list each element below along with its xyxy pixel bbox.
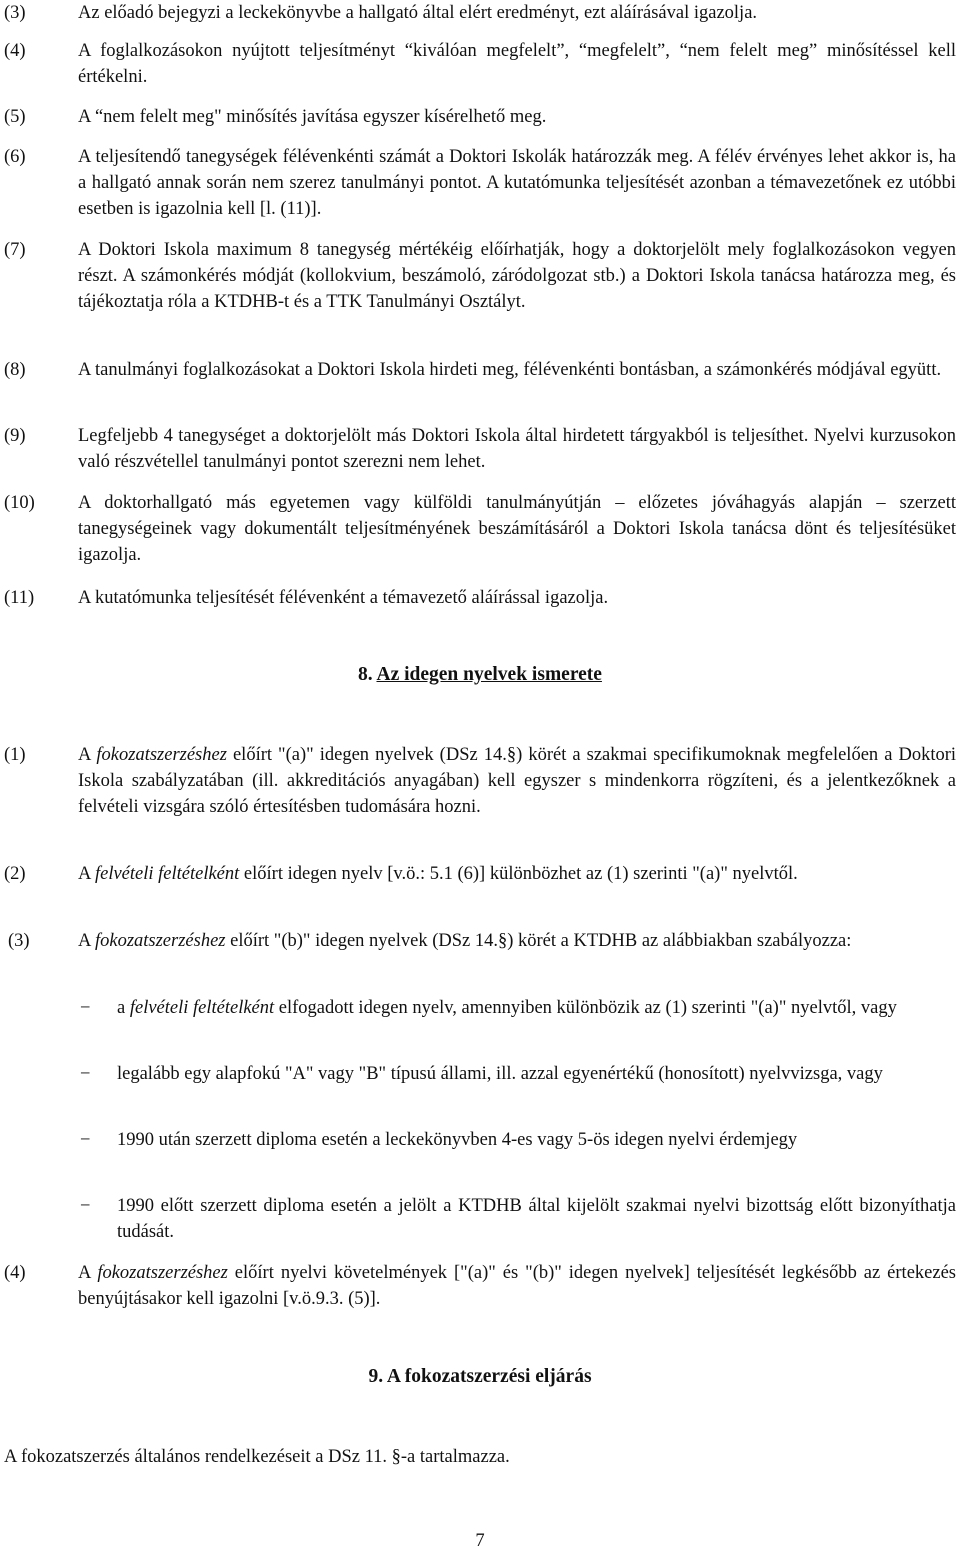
paragraph-number: (6) [4,147,26,167]
section-number: 9. [368,1366,384,1387]
dash-bullet: − [80,1196,91,1216]
paragraph-text: A doktorhallgató más egyetemen vagy külföldi tanulmányútján – előzetes jóváhagyás alapján – szerzett tanegységeinek vagy dokumentált teljesítményének beszámításáról a Doktori Iskola tanácsa dönt és teljesítésüket igazolja. [78,493,956,565]
paragraph-text: A felvételi feltételként előírt idegen nyelv [v.ö.: 5.1 (6)] különbözhet az (1) szerinti "(a)" nyelvtől. [78,864,798,884]
closing-paragraph: A fokozatszerzés általános rendelkezéseit a DSz 11. §-a tartalmazza. [4,1447,510,1467]
paragraph-text: A Doktori Iskola maximum 8 tanegység mértékéig előírhatják, hogy a doktorjelölt mely foglalkozásokon vegyen részt. A számonkérés módját (kollokvium, beszámoló, záródolgozat stb.) a Doktori Iskola tanácsa határozza meg, és tájékoztatja róla a KTDHB-t és a TTK Tanulmányi Osztályt. [78,240,956,312]
section-heading-9 [0,1364,960,1390]
paragraph-text: A “nem felelt meg" minősítés javítása egyszer kísérelhető meg. [78,107,547,127]
section-number: 8. [358,664,373,685]
paragraph-text: A tanulmányi foglalkozásokat a Doktori Iskola hirdeti meg, félévenkénti bontásban, a számonkérés módjával együtt. [78,360,942,380]
paragraph-text: Legfeljebb 4 tanegységet a doktorjelölt más Doktori Iskola által hirdetett tárgyakból is teljesíthet. Nyelvi kurzusokon való részvétellel tanulmányi pontot szerezni nem lehet. [78,426,956,472]
paragraph-text: A fokozatszerzéshez előírt "(b)" idegen nyelvek (DSz 14.§) körét a KTDHB az alábbiakban szabályozza: [78,931,852,951]
paragraph-number: (3) [4,3,26,23]
section-heading-8 [0,662,960,688]
dash-bullet: − [80,1130,91,1150]
paragraph-text: A teljesítendő tanegységek félévenkénti számát a Doktori Iskolák határozzák meg. A félév érvényes lehet akkor is, ha a hallgató annak során nem szerez tanulmányi pontot. A kutatómunka teljesítését azonban a témavezetőnek ez utóbbi esetben is igazolnia kell [l. (11)]. [78,147,956,219]
paragraph-number: (5) [4,107,26,127]
paragraph-number: (8) [4,360,26,380]
list-item-text: legalább egy alapfokú "A" vagy "B" típusú állami, ill. azzal egyenértékű (honosított) nyelvvizsga, vagy [117,1064,883,1084]
section-title: Az idegen nyelvek ismerete [376,664,602,685]
paragraph-text: A foglalkozásokon nyújtott teljesítményt “kiválóan megfelelt”, “megfelelt”, “nem felelt meg” minősítéssel kell értékelni. [78,41,956,87]
dash-bullet: − [80,1064,91,1084]
paragraph-number: (3) [8,931,30,951]
section-title: A fokozatszerzési eljárás [386,1366,592,1387]
paragraph-text: A kutatómunka teljesítését félévenként a témavezető aláírással igazolja. [78,588,609,608]
paragraph-number: (1) [4,745,26,765]
paragraph-text: A fokozatszerzéshez előírt nyelvi követelmények ["(a)" és "(b)" idegen nyelvek] teljesítését legkésőbb az értekezés benyújtásakor kell igazolni [v.ö.9.3. (5)]. [78,1263,956,1309]
paragraph-number: (10) [4,493,35,513]
page-number: 7 [475,1531,485,1551]
list-item-text: 1990 után szerzett diploma esetén a leckekönyvben 4-es vagy 5-ös idegen nyelvi érdemjegy [117,1130,798,1150]
list-item-text: 1990 előtt szerzett diploma esetén a jelölt a KTDHB által kijelölt szakmai nyelvi bizottság előtt bizonyíthatja tudását. [117,1196,956,1242]
paragraph-number: (7) [4,240,26,260]
paragraph-number: (2) [4,864,26,884]
dash-bullet: − [80,998,91,1018]
paragraph-number: (9) [4,426,26,446]
paragraph-text: Az előadó bejegyzi a leckekönyvbe a hallgató által elért eredményt, ezt aláírásával igazolja. [78,3,758,23]
paragraph-number: (4) [4,1263,26,1283]
paragraph-number: (11) [4,588,35,608]
paragraph-number: (4) [4,41,26,61]
list-item-text: a felvételi feltételként elfogadott idegen nyelv, amennyiben különbözik az (1) szerinti "(a)" nyelvtől, vagy [117,998,897,1018]
paragraph-text: A fokozatszerzéshez előírt "(a)" idegen nyelvek (DSz 14.§) körét a szakmai specifikumoknak megfelelően a Doktori Iskola szabályzatában (ill. akkreditációs anyagában) kell egyszer s mindenkorra rögzíteni, és a jelentkezőknek a felvételi vizsgára szóló értesítésben tudomására hozni. [78,745,957,817]
